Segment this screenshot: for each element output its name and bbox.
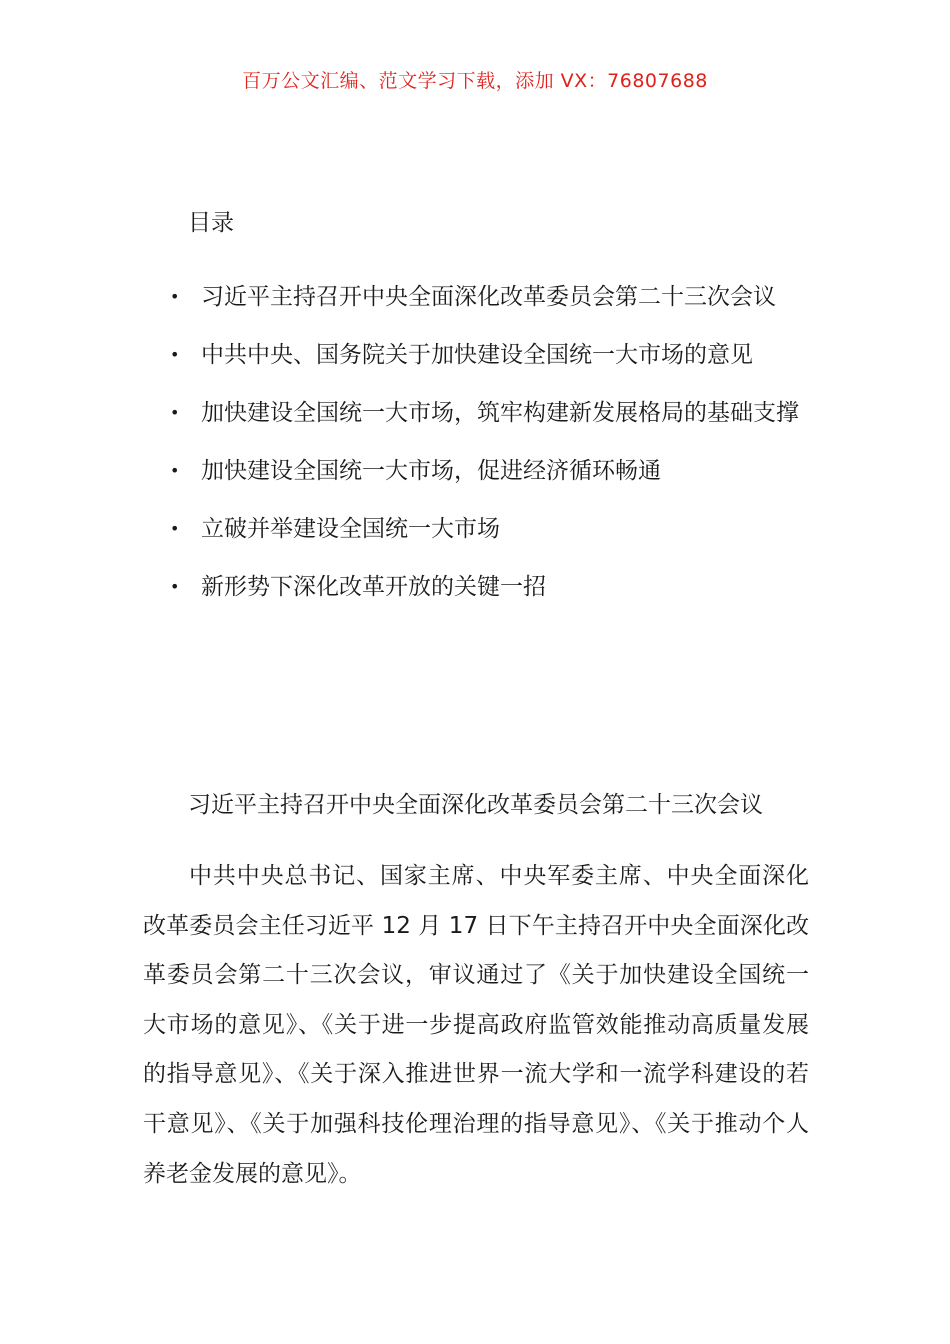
bullet-icon: • bbox=[170, 519, 180, 538]
toc-item[interactable] bbox=[170, 446, 820, 496]
toc-title: 目录 bbox=[188, 210, 234, 236]
toc-item-label: 加快建设全国统一大市场，筑牢构建新发展格局的基础支撑 bbox=[201, 400, 799, 426]
header-watermark-text: 百万公文汇编、范文学习下载，添加 VX：76807688 bbox=[242, 70, 708, 92]
bullet-icon: • bbox=[170, 287, 180, 306]
bullet-icon: • bbox=[170, 345, 180, 364]
toc-item-label: 立破并举建设全国统一大市场 bbox=[201, 516, 500, 542]
toc-item-label: 加快建设全国统一大市场，促进经济循环畅通 bbox=[201, 458, 661, 484]
toc-item-label: 习近平主持召开中央全面深化改革委员会第二十三次会议 bbox=[201, 284, 776, 310]
article-paragraph: 中共中央总书记、国家主席、中央军委主席、中央全面深化改革委员会主任习近平 12 月 17 日下午主持召开中央全面深化改革委员会第二十三次会议，审议通过了《关于加快建设全国统一大市场的意见》、《关于进一步提高政府监管效能推动高质量发展的指导意见》、《关于深入推进世界一流大学和一流学科建设的若干意见》、《关于加强科技伦理治理的指导意见》、《关于推动个人养老金发展的意见》。 bbox=[143, 863, 809, 1187]
toc-item[interactable] bbox=[170, 330, 820, 380]
toc-item[interactable] bbox=[170, 388, 820, 438]
toc-item[interactable] bbox=[170, 504, 820, 554]
bullet-icon: • bbox=[170, 577, 180, 596]
toc-item[interactable] bbox=[170, 272, 820, 322]
article-title: 习近平主持召开中央全面深化改革委员会第二十三次会议 bbox=[188, 792, 763, 818]
toc-item[interactable] bbox=[170, 562, 820, 612]
bullet-icon: • bbox=[170, 403, 180, 422]
toc-item-label: 新形势下深化改革开放的关键一招 bbox=[201, 574, 546, 600]
toc-item-label: 中共中央、国务院关于加快建设全国统一大市场的意见 bbox=[201, 342, 753, 368]
toc-list bbox=[170, 272, 820, 620]
bullet-icon: • bbox=[170, 461, 180, 480]
